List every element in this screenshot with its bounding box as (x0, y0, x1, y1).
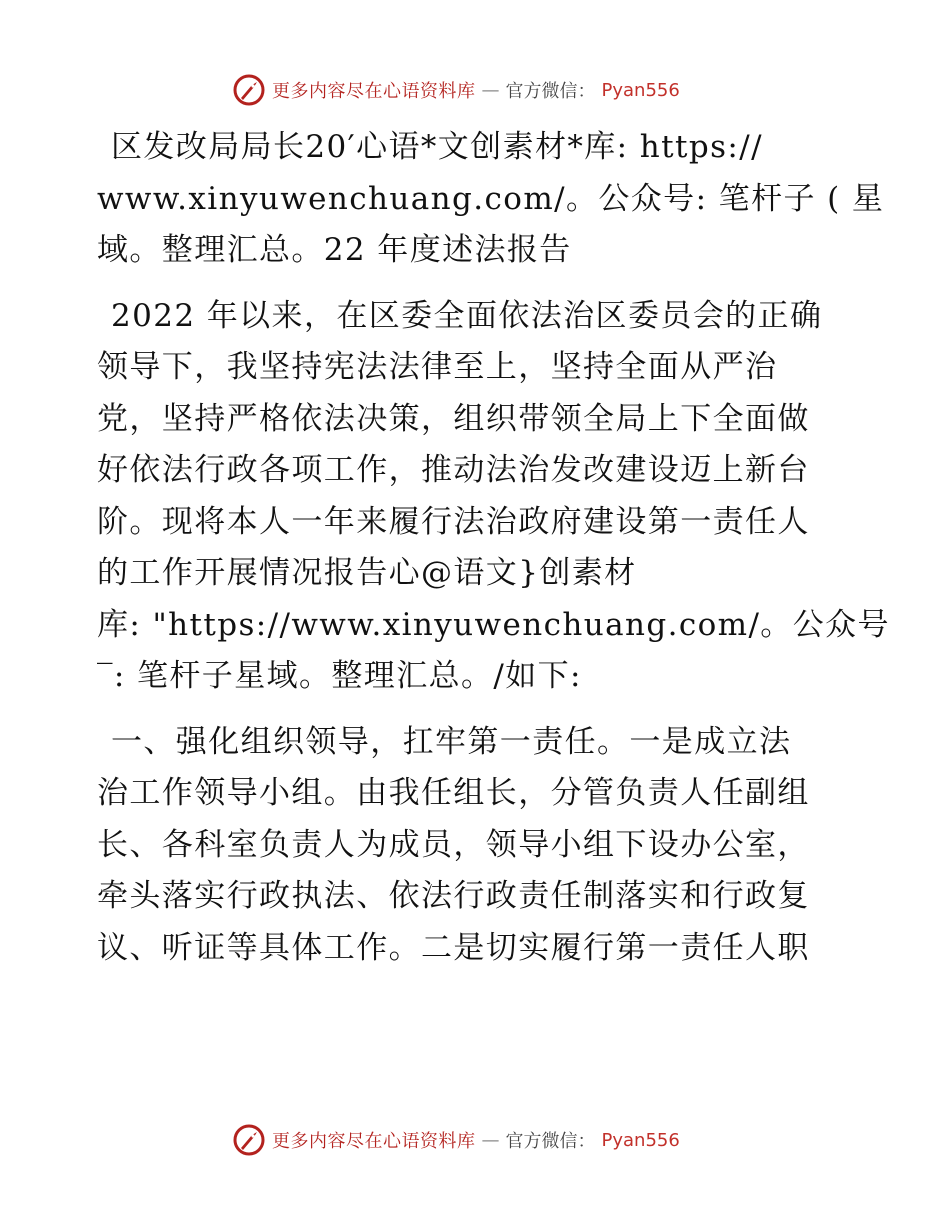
watermark-main-text: 更多内容尽在心语资料库 (272, 81, 476, 102)
text-line: 库: "https://www.xinyuwenchuang.com/。公众号 (97, 606, 890, 643)
text-line: 2022 年以来，在区委全面依法治区委员会的正确 (111, 297, 823, 334)
paragraph-intro (97, 291, 890, 703)
document-body (97, 122, 890, 974)
text-line: 长、各科室负责人为成员，领导小组下设办公室， (97, 826, 810, 863)
text-line: 治工作领导小组。由我任组长，分管负责人任副组 (97, 775, 810, 811)
header-watermark (232, 72, 680, 108)
text-line: 领导下，我坚持宪法法律至上，坚持全面从严治 (97, 349, 778, 385)
paragraph-title (97, 122, 885, 277)
text-line: 党，坚持严格依法决策，组织带领全局上下全面做 (97, 400, 810, 437)
footer-watermark (232, 1122, 680, 1158)
paragraph-section-one (97, 717, 857, 975)
text-line: ‾: 笔杆子星域。整理汇总。/如下: (97, 658, 582, 694)
watermark-wechat-label: 官方微信： (505, 1131, 596, 1152)
watermark-main-text: 更多内容尽在心语资料库 (272, 1131, 476, 1152)
watermark-wechat-id: Pyan556 (601, 79, 680, 101)
text-line: www.xinyuwenchuang.com/。公众号: 笔杆子 ( 星 (97, 180, 885, 217)
pen-nib-logo-icon (232, 1123, 266, 1157)
text-line: 一、强化组织领导，扛牢第一责任。一是成立法 (111, 723, 792, 760)
watermark-wechat-label: 官方微信： (505, 81, 596, 102)
text-line: 域。整理汇总。22 年度述法报告 (97, 232, 572, 268)
watermark-separator: — (481, 79, 500, 101)
text-line: 牵头落实行政执法、依法行政责任制落实和行政复 (97, 878, 810, 914)
pen-nib-logo-icon (232, 73, 266, 107)
watermark-wechat-id: Pyan556 (601, 1129, 680, 1151)
text-line: 阶。现将本人一年来履行法治政府建设第一责任人 (97, 503, 810, 540)
text-line: 好依法行政各项工作，推动法治发改建设迈上新台 (97, 452, 810, 488)
text-line: 的工作开展情况报告心@语文}创素材 (97, 555, 637, 591)
text-line: 议、听证等具体工作。二是切实履行第一责任人职 (97, 929, 810, 966)
text-line: 区发改局局长20′心语*文创素材*库: https:// (111, 129, 763, 165)
watermark-separator: — (481, 1129, 500, 1151)
